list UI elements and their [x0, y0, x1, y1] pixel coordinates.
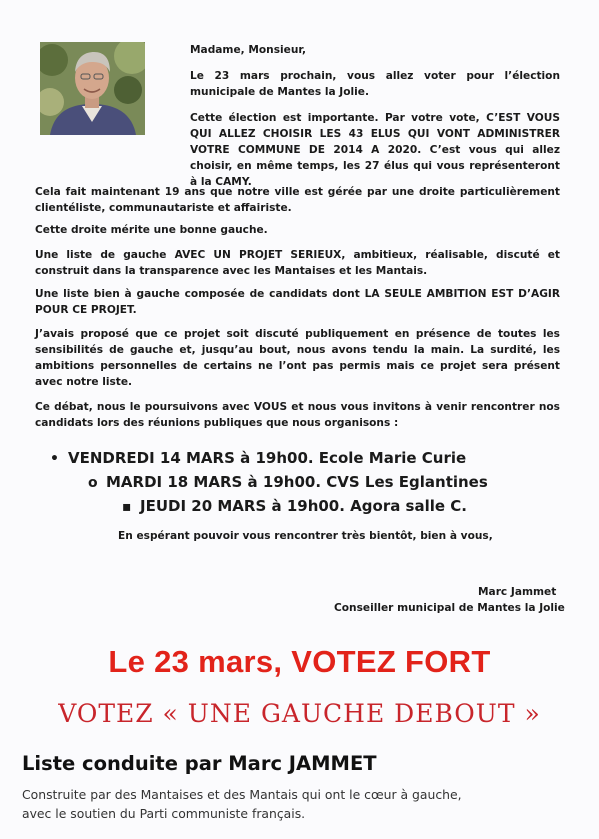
paragraph-invitation: Ce débat, nous le poursuivons avec VOUS et nous vous invitons à venir rencontrer nos candidats lors des réunions publiques que nous organisons : [35, 401, 560, 429]
list-description-line: avec le soutien du Parti communiste français. [22, 806, 306, 821]
paragraph-candidates: Une liste bien à gauche composée de candidats dont LA SEULE AMBITION EST D’AGIR POUR CE PROJET. [35, 288, 560, 316]
paragraph-proposal: J’avais proposé que ce projet soit discuté publiquement en présence de toutes les sensibilités de gauche et, jusqu’au bout, nous avons tendu la main. La surdité, les ambitions personnelles de certains ne l’ont pas permis mais ce projet sera présent avec notre liste. [35, 328, 560, 388]
candidate-photo [40, 42, 145, 135]
paragraph-right-wing: Cela fait maintenant 19 ans que notre ville est gérée par une droite particulièrement clientéliste, communautariste et affairiste. [35, 186, 560, 214]
meeting-item [122, 496, 467, 517]
salutation: Madame, Monsieur, [190, 44, 307, 56]
meeting-text: JEUDI 20 MARS à 19h00. Agora salle C. [140, 497, 467, 515]
signature-name: Marc Jammet [478, 586, 557, 598]
paragraph-serious-project: Une liste de gauche AVEC UN PROJET SERIEUX, ambitieux, réalisable, discuté et construit dans la transparence avec les Mantaises et les Mantais. [35, 249, 560, 277]
slogan-secondary: VOTEZ « UNE GAUCHE DEBOUT » [58, 699, 541, 728]
list-description [22, 785, 492, 823]
bullet-disc-icon: • [50, 451, 59, 467]
paragraph-importance: Cette élection est importante. Par votre vote, C’EST VOUS QUI ALLEZ CHOISIR LES 43 ELUS QUI VONT ADMINISTRER VOTRE COMMUNE DE 2014 A 2020. C’est vous qui allez choisir, en même temps, les 27 élus qui vous représenteront à la CAMY. [190, 112, 560, 188]
paragraph-election-date: Le 23 mars prochain, vous allez voter pour l’élection municipale de Mantes la Jolie. [190, 70, 560, 98]
bullet-square-icon: ▪ [122, 499, 132, 515]
list-title: Liste conduite par Marc JAMMET [22, 752, 377, 775]
paragraph-good-left: Cette droite mérite une bonne gauche. [35, 224, 268, 236]
closing-line: En espérant pouvoir vous rencontrer très bientôt, bien à vous, [118, 530, 493, 542]
bullet-circle-icon: o [88, 475, 98, 491]
meeting-text: MARDI 18 MARS à 19h00. CVS Les Eglantines [106, 473, 488, 491]
portrait-image [40, 42, 145, 135]
slogan-main: Le 23 mars, VOTEZ FORT [108, 644, 491, 679]
signature-title: Conseiller municipal de Mantes la Jolie [334, 602, 565, 614]
meeting-item [88, 472, 488, 493]
meeting-text: VENDREDI 14 MARS à 19h00. Ecole Marie Curie [68, 449, 467, 467]
meeting-item [50, 448, 466, 469]
list-description-line: Construite par des Mantaises et des Mantais qui ont le cœur à gauche, [22, 787, 462, 802]
